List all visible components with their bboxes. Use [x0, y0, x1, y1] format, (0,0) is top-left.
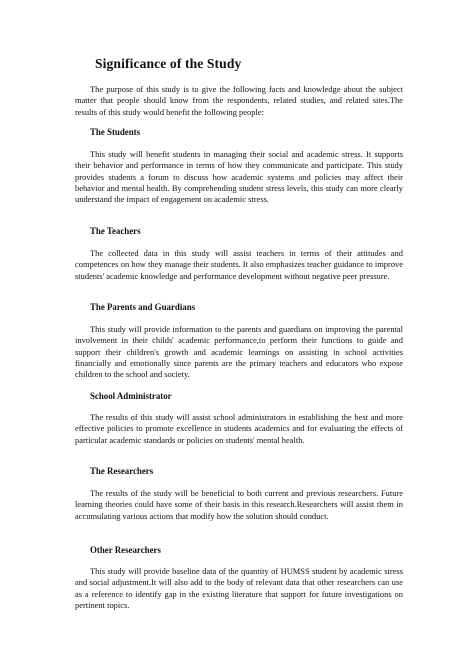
section-heading-parents-guardians: The Parents and Guardians — [90, 302, 196, 312]
section-body-school-administrator: The results of this study will assist school administrators in establishing the best and more effective policies to promote excellence in students academics and for evaluating the effects of particular academic standards or policies on students' mental health. — [75, 412, 403, 445]
section-heading-school-administrator: School Administrator — [90, 391, 172, 401]
section-body-parents-guardians: This study will provide information to the parents and guardians on improving the parental involvement in their childs' academic performance,to perform their functions to guide and support their children's growth and academic learnings on assisting in school activities financially and emotionally since parents are the primary teachers and educators who expose children to the school and society. — [75, 324, 403, 380]
section-heading-other-researchers: Other Researchers — [90, 545, 161, 555]
section-body-other-researchers: This study will provide baseline data of the quantity of HUMSS student by academic stress and social adjustment.It will also add to the body of relevant data that other researchers can use as a reference to identify gap in the existing literature that support for future investigations on pertinent topics. — [75, 566, 403, 611]
section-heading-students: The Students — [90, 127, 141, 137]
section-heading-researchers: The Researchers — [90, 466, 154, 476]
section-body-students: This study will benefit students in managing their social and academic stress. It supports their behavior and performance in terms of how they communicate and participate. This study provides students a forum to discuss how academic systems and policies may affect their behavior and mental health. By comprehending student stress levels, this study can more clearly understand the impact of engagement on academic stress. — [75, 149, 403, 205]
page-title: Significance of the Study — [95, 56, 242, 71]
section-body-teachers: The collected data in this study will assist teachers in terms of their attitudes and competences on how they manage their students. It also emphasizes teacher guidance to improve students' academic knowledge and performance development without negative peer pressure. — [75, 248, 403, 281]
intro-paragraph: The purpose of this study is to give the following facts and knowledge about the subject matter that people should know from the respondents, related studies, and related sites.The results of this study would benefit the following people: — [75, 84, 403, 117]
section-heading-teachers: The Teachers — [90, 226, 141, 236]
section-body-researchers: The results of the study will be beneficial to both current and previous researchers. Future learning theories could have some of their basis in this research.Researchers will assist them in accumulating various actions that modify how the solution should conduct. — [75, 488, 403, 521]
